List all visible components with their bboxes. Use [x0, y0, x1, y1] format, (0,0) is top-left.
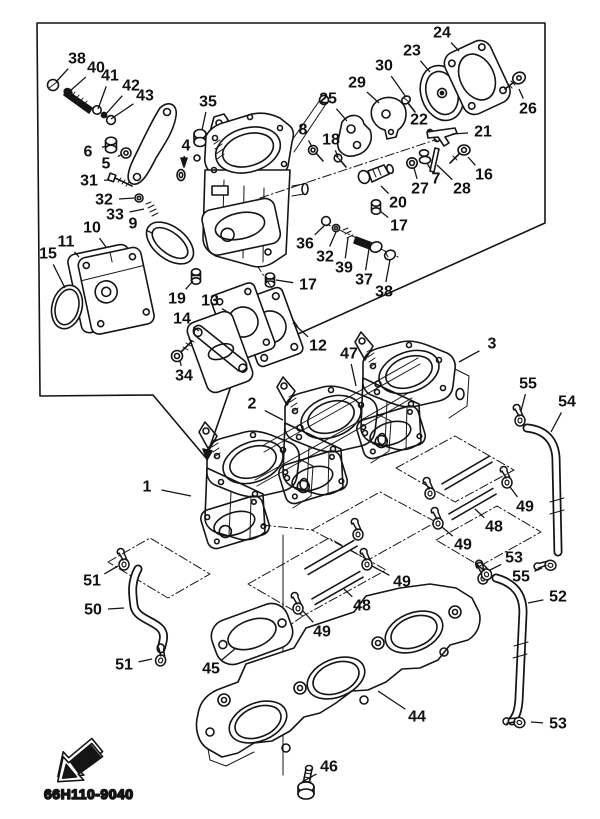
callout-leader-15 — [53, 264, 65, 288]
callout-leader-26 — [519, 89, 523, 99]
carburetor-3 — [355, 332, 469, 461]
cover-29 — [371, 97, 406, 139]
callout-leader-41 — [98, 86, 106, 109]
callout-leader-19 — [186, 281, 193, 289]
callout-leader-24 — [451, 43, 459, 51]
callout-7: 7 — [431, 170, 441, 188]
screw-8 — [309, 146, 324, 162]
choke-lever — [128, 104, 176, 184]
callout-12: 12 — [309, 337, 327, 355]
callout-32: 32 — [95, 191, 113, 209]
callout-26: 26 — [519, 100, 537, 118]
callout-leader-20 — [381, 186, 389, 194]
callout-leader-44 — [378, 691, 405, 709]
callout-55: 55 — [512, 568, 530, 586]
callout-28: 28 — [453, 180, 471, 198]
nut-17 — [372, 200, 381, 214]
callout-leader-39 — [345, 238, 348, 258]
callout-leader-53 — [531, 722, 543, 723]
callout-11: 11 — [57, 233, 75, 251]
callout-5: 5 — [101, 155, 111, 173]
callout-38: 38 — [375, 283, 393, 301]
callout-13: 13 — [201, 292, 219, 310]
callout-46: 46 — [320, 758, 338, 776]
callout-leader-25 — [336, 109, 347, 121]
callout-leader-17 — [276, 280, 293, 283]
callout-18: 18 — [322, 131, 340, 149]
callout-leader-10 — [99, 238, 106, 247]
fwd-label: FWD — [72, 749, 99, 773]
callout-leader-16 — [468, 157, 475, 165]
callout-leader-55 — [521, 394, 525, 411]
pump-cover-9 — [139, 214, 201, 272]
callout-leader-7 — [427, 163, 430, 169]
callout-38: 38 — [68, 50, 86, 68]
callout-25: 25 — [319, 90, 337, 108]
callout-17: 17 — [390, 217, 408, 235]
callout-leader-32 — [330, 232, 336, 247]
hose-50 — [133, 569, 164, 649]
callout-10: 10 — [83, 219, 101, 237]
callout-3: 3 — [487, 335, 497, 353]
intake-manifold-44 — [196, 584, 480, 766]
callout-35: 35 — [199, 93, 217, 111]
callout-24: 24 — [433, 24, 451, 42]
drawing-number: 66H110-9040 — [44, 786, 134, 802]
callout-6: 6 — [83, 143, 93, 161]
callout-leader-51 — [104, 566, 118, 574]
callout-21: 21 — [474, 123, 492, 141]
callout-49: 49 — [393, 573, 411, 591]
callout-leader-53 — [490, 564, 501, 570]
callout-39: 39 — [335, 259, 353, 277]
callout-4: 4 — [181, 137, 191, 155]
callout-33: 33 — [106, 206, 124, 224]
callout-leader-40 — [70, 77, 86, 91]
callout-leader-51 — [139, 659, 152, 662]
callout-leader-1 — [162, 490, 191, 496]
callout-leader-23 — [420, 61, 430, 72]
callout-47: 47 — [340, 345, 358, 363]
callout-leader-35 — [202, 112, 206, 130]
callout-20: 20 — [389, 194, 407, 212]
callout-30: 30 — [375, 57, 393, 75]
callout-48: 48 — [485, 518, 503, 536]
callout-40: 40 — [87, 59, 105, 77]
callout-52: 52 — [549, 588, 567, 606]
callout-53: 53 — [549, 715, 567, 733]
callout-49: 49 — [516, 498, 534, 516]
callout-leader-27 — [414, 168, 417, 179]
callout-32: 32 — [316, 248, 334, 266]
o-ring-27 — [407, 158, 417, 168]
callout-leader-49 — [510, 487, 517, 497]
hose-54 — [527, 428, 564, 552]
screw-18 — [334, 154, 346, 167]
callout-19: 19 — [168, 290, 186, 308]
callout-16: 16 — [475, 166, 493, 184]
callout-15: 15 — [39, 245, 57, 263]
lever-21 — [427, 128, 457, 146]
callout-50: 50 — [84, 601, 102, 619]
screw-26 — [505, 70, 527, 89]
callout-42: 42 — [122, 77, 140, 95]
callout-27: 27 — [411, 180, 429, 198]
clamp-55 — [513, 404, 525, 426]
callout-54: 54 — [558, 393, 576, 411]
callout-2: 2 — [247, 395, 257, 413]
callout-51: 51 — [115, 656, 133, 674]
choke-screw-group — [48, 80, 116, 125]
callout-leader-38 — [386, 260, 390, 282]
fwd-arrow — [45, 733, 109, 793]
bracket-25 — [338, 115, 372, 156]
callout-37: 37 — [355, 271, 373, 289]
callout-45: 45 — [202, 660, 220, 678]
callout-43: 43 — [136, 87, 154, 105]
callout-31: 31 — [80, 172, 98, 190]
callout-leader-17 — [380, 211, 388, 218]
callout-leader-54 — [551, 412, 561, 432]
screw-16 — [450, 145, 470, 163]
callout-leader-34 — [180, 361, 181, 366]
callout-34: 34 — [175, 367, 193, 385]
callout-17: 17 — [299, 276, 317, 294]
callout-44: 44 — [408, 708, 426, 726]
screw-34 — [172, 339, 195, 362]
callout-8: 8 — [298, 121, 308, 139]
callout-leader-30 — [391, 76, 406, 97]
callout-leader-33 — [130, 209, 144, 212]
callout-51: 51 — [83, 572, 101, 590]
callout-leader-47 — [351, 364, 356, 386]
callout-53: 53 — [505, 549, 523, 567]
callout-leader-37 — [366, 249, 369, 270]
callout-leader-42 — [105, 96, 122, 115]
callout-41: 41 — [101, 67, 119, 85]
callout-leader-52 — [528, 600, 543, 603]
washer-4 — [177, 158, 187, 181]
callout-48: 48 — [353, 597, 371, 615]
callout-leader-3 — [459, 351, 479, 362]
clamp-51 — [117, 548, 129, 570]
callout-leader-50 — [108, 608, 124, 609]
bolt-46 — [298, 766, 314, 800]
callout-leader-36 — [315, 226, 324, 235]
callout-leader-2 — [265, 411, 283, 420]
callout-49: 49 — [313, 623, 331, 641]
pin-28 — [430, 148, 439, 172]
callout-22: 22 — [410, 111, 428, 129]
washers-7 — [420, 150, 431, 164]
callout-55: 55 — [519, 375, 537, 393]
callout-leader-43 — [111, 104, 133, 119]
callout-29: 29 — [348, 74, 366, 92]
callout-23: 23 — [403, 42, 421, 60]
callout-14: 14 — [173, 310, 191, 328]
callout-leader-32 — [119, 198, 134, 199]
plunger-20 — [357, 164, 395, 185]
callout-49: 49 — [454, 536, 472, 554]
callout-9: 9 — [128, 215, 138, 233]
callout-leader-29 — [367, 92, 379, 103]
callout-1: 1 — [142, 478, 152, 496]
callout-36: 36 — [296, 235, 314, 253]
callout-leader-38 — [56, 69, 68, 82]
hose-52 — [496, 578, 528, 721]
